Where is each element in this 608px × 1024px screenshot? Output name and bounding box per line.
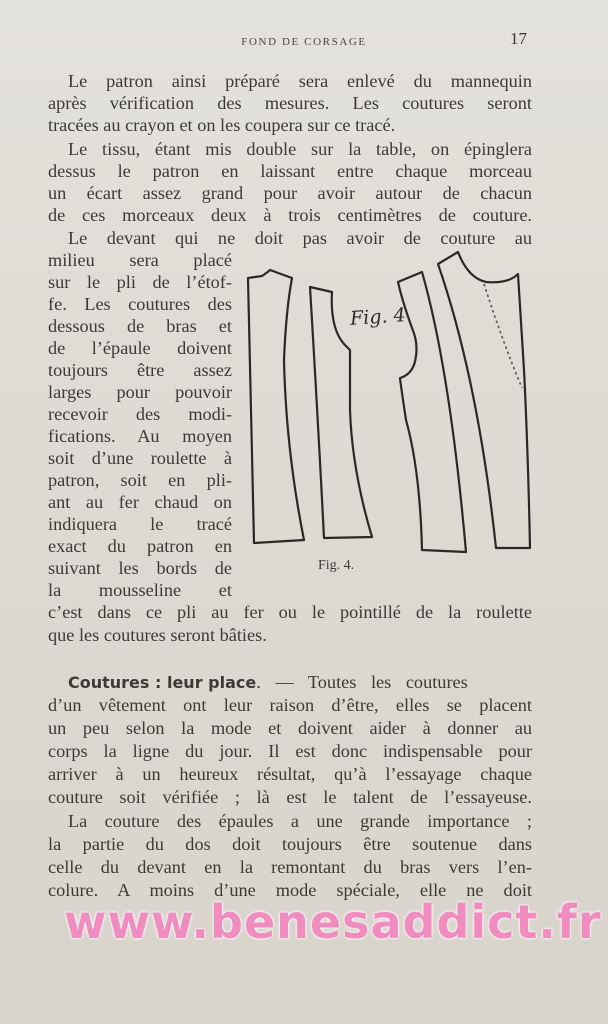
text-line: dessus le patron en laissant entre chaque morceau xyxy=(48,161,532,181)
text-line: toujours être assez xyxy=(48,360,232,380)
text-line: corps la ligne du jour. Il est donc indispensable pour xyxy=(48,741,532,761)
text-line: Le patron ainsi préparé sera enlevé du mannequin xyxy=(68,71,532,91)
page-number: 17 xyxy=(510,29,527,48)
text-line: recevoir des modi- xyxy=(48,404,232,424)
text-line: suivant les bords de xyxy=(48,558,232,578)
text-line: la partie du dos doit toujours être soutenue dans xyxy=(48,834,532,854)
text-line: la mousseline et xyxy=(48,580,232,600)
pattern-pieces-figure xyxy=(240,250,540,560)
text-line: dessous de bras et xyxy=(48,316,232,336)
text-line: indiquera le tracé xyxy=(48,514,232,534)
watermark-url: www.benesaddict.fr xyxy=(64,895,602,949)
text-line: de l’épaule doivent xyxy=(48,338,232,358)
text-line: Le devant qui ne doit pas avoir de couture au xyxy=(68,228,532,248)
section-heading-line xyxy=(48,671,532,694)
text-line: exact du patron en xyxy=(48,536,232,556)
text-line: sur le pli de l’étof- xyxy=(48,272,232,292)
text-line: d’un vêtement ont leur raison d’être, elles se placent xyxy=(48,695,532,715)
text-line: milieu sera placé xyxy=(48,250,232,270)
running-head: FOND DE CORSAGE xyxy=(241,36,367,48)
text-line: larges pour pouvoir xyxy=(48,382,232,402)
pattern-piece-back xyxy=(248,270,304,543)
text-line: après vérification des mesures. Les coutures seront xyxy=(48,93,532,113)
text-line: arriver à un heureux résultat, qu’à l’essayage chaque xyxy=(48,764,532,784)
text-line: celle du devant en la remontant du bras vers l’en- xyxy=(48,857,532,877)
text-line: un peu selon la mode et doivent aider à donner au xyxy=(48,718,532,738)
text-line: couture soit vérifiée ; là est le talent de l’essayeuse. xyxy=(48,787,532,807)
text-line: La couture des épaules a une grande importance ; xyxy=(68,811,532,831)
text-line: patron, soit en pli- xyxy=(48,470,232,490)
pattern-piece-side-front xyxy=(398,272,466,552)
pattern-piece-front xyxy=(438,252,530,548)
text-line: de ces morceaux deux à trois centimètres de couture. xyxy=(48,205,532,225)
figure-caption: Fig. 4. xyxy=(318,558,355,573)
text-line: un écart assez grand pour avoir autour de chacun xyxy=(48,183,532,203)
text-line: ant au fer chaud on xyxy=(48,492,232,512)
section-heading-rest: . — Toutes les coutures xyxy=(256,672,468,692)
text-line: fications. Au moyen xyxy=(48,426,232,446)
text-line: soit d’une roulette à xyxy=(48,448,232,468)
dotted-guide-line xyxy=(484,284,522,388)
text-line: c’est dans ce pli au fer ou le pointillé de la roulette xyxy=(48,602,532,622)
figure-handwritten-label: Fig. 4 xyxy=(349,304,407,330)
text-line: Le tissu, étant mis double sur la table, on épinglera xyxy=(68,139,532,159)
text-line: tracées au crayon et on les coupera sur ce tracé. xyxy=(48,115,396,135)
section-heading: Coutures : leur place xyxy=(68,673,257,692)
text-line: que les coutures seront bâties. xyxy=(48,625,267,645)
text-line: fe. Les coutures des xyxy=(48,294,232,314)
text-line: colure. A moins d’une mode spéciale, elle ne doit xyxy=(48,880,532,900)
